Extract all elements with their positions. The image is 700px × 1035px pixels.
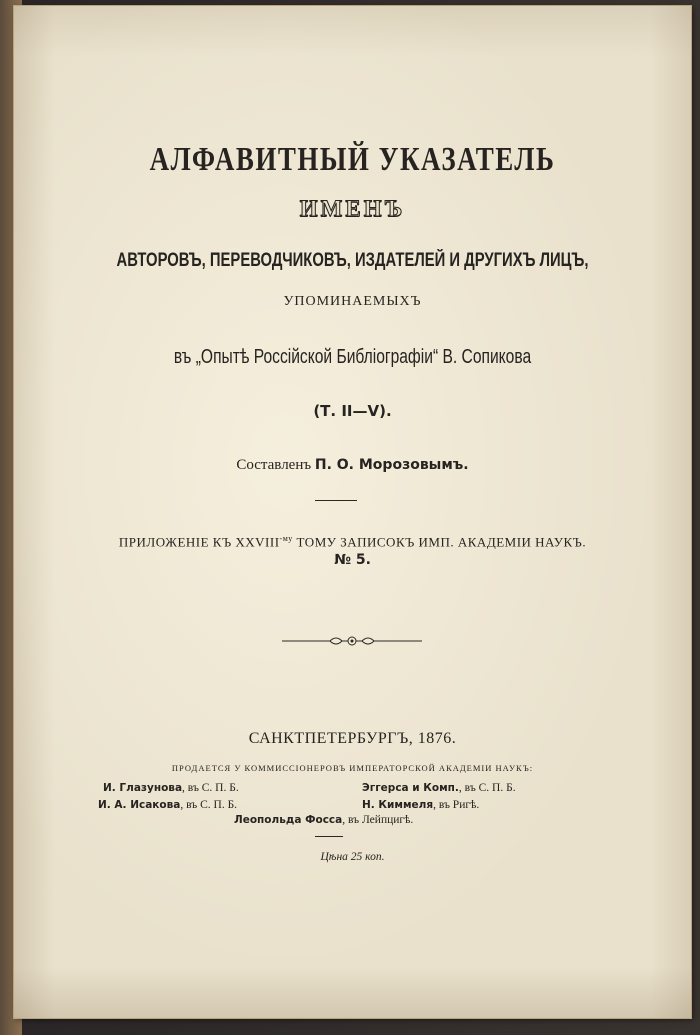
seller-name: Леопольда Фосса <box>234 814 343 826</box>
supplement-text-before: ПРИЛОЖЕНІЕ КЪ XXVIII <box>118 534 280 550</box>
seller-entry <box>103 782 239 794</box>
seller-name: Эггерса и Комп. <box>362 782 459 794</box>
compiler-line <box>14 457 691 474</box>
supplement-line <box>14 534 691 550</box>
imprint-city-year: САНКТПЕТЕРБУРГЪ, 1876. <box>248 730 457 747</box>
seller-place: , въ С. П. Б. <box>180 799 238 811</box>
title-line-mentioned: УПОМИНАЕМЫХЪ <box>283 294 422 309</box>
seller-name: И. А. Исакова <box>98 799 181 811</box>
supplement-text-after: ТОМУ ЗАПИСОКЪ ИМП. АКАДЕМІИ НАУКЪ. <box>292 534 587 550</box>
ornament-divider <box>282 633 422 649</box>
price-line: Цѣна 25 коп. <box>320 851 385 863</box>
compiler-prefix: Составленъ <box>236 457 312 473</box>
seller-place: , въ С. П. Б. <box>458 782 516 794</box>
separator-rule <box>315 500 357 501</box>
title-line-alphabetical-index: АЛФАВИТНЫЙ УКАЗАТЕЛЬ <box>149 140 556 178</box>
seller-entry <box>234 814 413 826</box>
supplement-superscript: -му <box>279 534 293 543</box>
seller-entry <box>98 799 237 811</box>
title-line-names: ИМЕНЪ <box>299 196 406 221</box>
seller-place: , въ С. П. Б. <box>182 782 239 794</box>
imprint-sold-by: ПРОДАЕТСЯ У КОММИССІОНЕРОВЪ ИМПЕРАТОРСКОЙ АКАДЕМІИ НАУКЪ: <box>171 763 534 773</box>
seller-entry <box>362 799 479 811</box>
price-separator-rule <box>315 836 343 837</box>
seller-entry <box>362 782 516 794</box>
seller-name: Н. Киммеля <box>362 799 434 811</box>
title-line-source-work: въ „Опытѣ Россійской Библіографіи“ В. Сопикова <box>173 346 532 368</box>
title-line-volumes: (Т. II—V). <box>313 402 392 420</box>
title-line-authors: АВТОРОВЪ, ПЕРЕВОДЧИКОВЪ, ИЗДАТЕЛЕЙ И ДРУГИХЪ ЛИЦЪ, <box>116 250 589 271</box>
seller-name: И. Глазунова <box>103 782 183 794</box>
title-page <box>14 6 691 1018</box>
seller-place: , въ Ригѣ. <box>433 799 480 811</box>
seller-place: , въ Лейпцигѣ. <box>342 814 414 826</box>
compiler-name: П. О. Морозовымъ. <box>314 457 469 473</box>
issue-number: № 5. <box>334 552 371 568</box>
